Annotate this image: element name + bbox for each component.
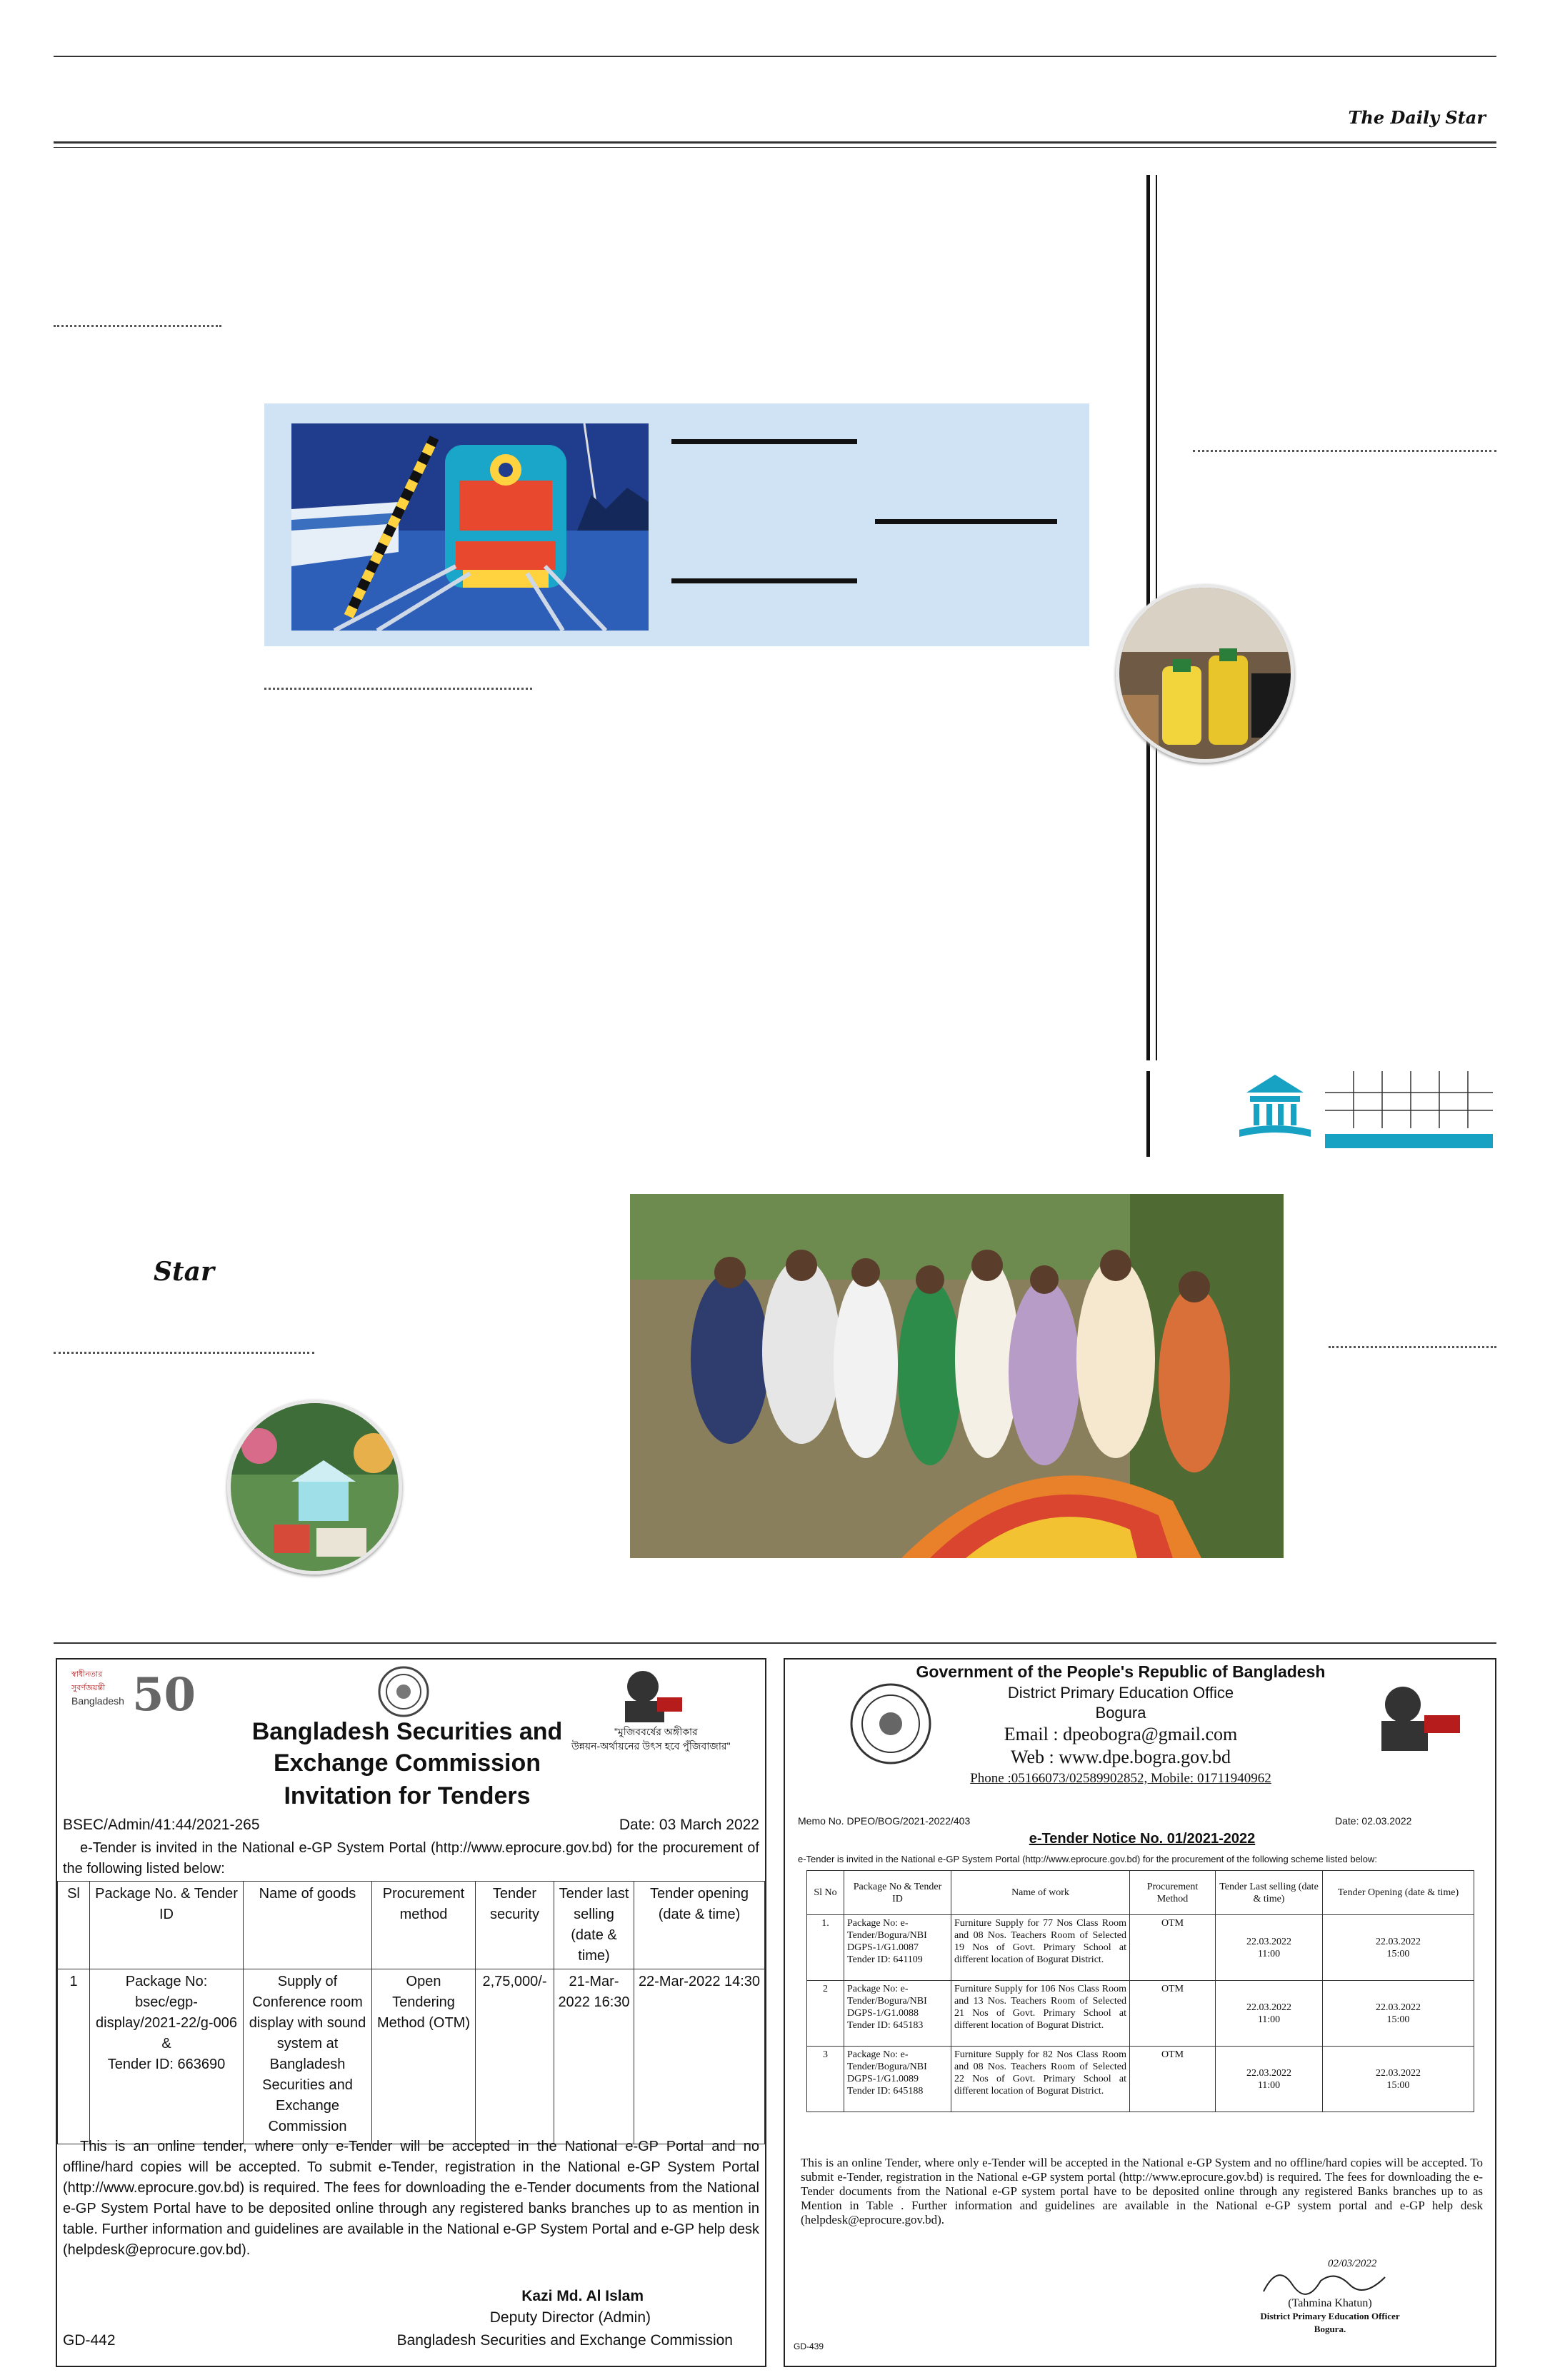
tribute-photo <box>630 1194 1284 1558</box>
table-row <box>58 1969 765 2144</box>
package-line: Package No: e-Tender/Bogura/NBI DGPS-1/G1.0087 <box>847 1918 927 1953</box>
golden-jubilee-logo <box>71 1668 196 1729</box>
office-email: Email : dpeobogra@gmail.com <box>1004 1724 1238 1744</box>
office-name: District Primary Education Office <box>1007 1684 1234 1702</box>
column-header: Tender opening (date & time) <box>634 1882 765 1969</box>
table-row <box>807 1915 1474 1981</box>
ad-date: Date: 03 March 2022 <box>619 1817 759 1833</box>
cell-last-selling <box>1216 1915 1323 1981</box>
column-header: Tender last selling (date & time) <box>554 1882 634 1969</box>
signer-city: Bogura. <box>1314 2324 1346 2334</box>
railway-graphic-box <box>264 403 1089 646</box>
cooking-oil-photo <box>1116 584 1294 763</box>
grid-graphic <box>1325 1071 1493 1150</box>
tender-id: Tender ID: 645188 <box>847 2086 924 2097</box>
table-row <box>807 1981 1474 2047</box>
signer-name: (Tahmina Khatun) <box>1288 2297 1372 2309</box>
mujib-tagline: উন্নয়ন-অর্থায়নের উৎস হবে পুঁজিবাজার" <box>571 1740 731 1752</box>
logo-text: স্বাধীনতার <box>71 1670 103 1679</box>
story-divider <box>264 688 532 690</box>
notice-title: e-Tender Notice No. 01/2021-2022 <box>1029 1831 1256 1847</box>
column-divider <box>54 1352 314 1354</box>
cell-package <box>844 1981 951 2047</box>
column-header: Package No & Tender ID <box>844 1871 951 1915</box>
office-city: Bogura <box>1095 1704 1146 1722</box>
intro-text: e-Tender is invited in the National e-GP System Portal (http://www.eprocure.gov.bd) for the procurement of the following listed below: <box>63 1840 759 1877</box>
table-header-row <box>58 1882 765 1969</box>
cell-work: Furniture Supply for 77 Nos Class Room and 08 Nos. Teachers Room of Selected 19 Nos of Govt. Primary School at different location of Bogurat District. <box>951 1915 1130 1981</box>
signer-name: Kazi Md. Al Islam <box>521 2288 644 2304</box>
package-line: Package No: e-Tender/Bogura/NBI DGPS-1/G1.0088 <box>847 1984 927 2019</box>
cell-work: Furniture Supply for 82 Nos Class Room and 08 Nos. Teachers Room of Selected 22 Nos of Govt. Primary School at different location of Bogurat District. <box>951 2047 1130 2112</box>
mujib-tagline: "মুজিববর্ষের অঙ্গীকার <box>614 1726 698 1737</box>
column-header: Procurement Method <box>1130 1871 1216 1915</box>
column-header: Sl No <box>807 1871 844 1915</box>
right-column-divider <box>1193 450 1496 452</box>
cell-security: 2,75,000/- <box>476 1969 554 2144</box>
cell-package <box>844 2047 951 2112</box>
sell-date: 22.03.2022 <box>1246 2067 1291 2079</box>
signer-org: Bangladesh Securities and Exchange Commission <box>396 2332 733 2349</box>
sell-time: 11:00 <box>1257 1948 1281 1959</box>
signature-date: 02/03/2022 <box>1328 2258 1377 2269</box>
cell-opening <box>1323 1915 1474 1981</box>
cell-opening <box>1323 1981 1474 2047</box>
government-emblem-icon <box>377 1665 430 1718</box>
office-phone: Phone :05166073/02589902852, Mobile: 01711940962 <box>970 1771 1271 1786</box>
right-column-divider <box>1329 1346 1496 1348</box>
education-logo-icon <box>1232 1071 1318 1143</box>
open-date: 22.03.2022 <box>1376 1936 1421 1947</box>
bsec-tender-ad <box>56 1658 766 2367</box>
memo-number: Memo No. DPEO/BOG/2021-2022/403 <box>798 1815 971 1827</box>
org-name: Exchange Commission <box>273 1749 541 1777</box>
logo-text: Bangladesh <box>71 1695 124 1707</box>
table-row <box>807 2047 1474 2112</box>
cell-last-selling <box>1216 1981 1323 2047</box>
sell-time: 11:00 <box>1257 2079 1281 2091</box>
tender-table <box>806 1870 1474 2112</box>
open-date: 22.03.2022 <box>1376 2067 1421 2079</box>
masthead-double-rule <box>54 141 1496 144</box>
open-date: 22.03.2022 <box>1376 2002 1421 2013</box>
cell-last-selling: 21-Mar-2022 16:30 <box>554 1969 634 2144</box>
headline-bar <box>671 439 857 444</box>
intro-text: e-Tender is invited in the National e-GP System Portal (http://www.eprocure.gov.bd) for the procurement of the following scheme listed below: <box>798 1854 1377 1864</box>
cell-method: OTM <box>1130 1981 1216 2047</box>
lower-right-rule <box>1146 1071 1150 1157</box>
ad-body-text: This is an online Tender, where only e-Tender will be accepted in the National e-GP System and no offline/hard copies will be accepted. To submit e-Tender, registration in the National e-GP system portal (http://www.eprocure.gov.bd) is required. The fees for downloading the e-Tender documents from the National e-GP system portal have to be deposited online through any registered Banks branches up to as Mention in Table . Further information and guidelines are available in the National e-GP system portal and e-GP help desk (helpdesk@eprocure.gov.bd). <box>801 2156 1483 2226</box>
dpe-tender-ad <box>784 1658 1496 2367</box>
masthead-logo: The Daily Star <box>1348 107 1486 128</box>
office-web: Web : www.dpe.bogra.gov.bd <box>1011 1747 1231 1767</box>
cell-method: Open Tendering Method (OTM) <box>372 1969 476 2144</box>
gd-number: GD-439 <box>794 2341 824 2351</box>
column-header: Name of goods <box>244 1882 372 1969</box>
package-line: Package No: e-Tender/Bogura/NBI DGPS-1/G1.0089 <box>847 2049 927 2084</box>
star-logo: Star <box>154 1257 214 1287</box>
tender-table <box>57 1881 765 2144</box>
column-header: Tender Opening (date & time) <box>1323 1871 1474 1915</box>
train-illustration <box>291 423 649 631</box>
sell-time: 11:00 <box>1257 2014 1281 2025</box>
fair-photo <box>227 1400 402 1575</box>
column-divider <box>54 325 221 327</box>
cell-sl: 2 <box>807 1981 844 2047</box>
gov-heading: Government of the People's Republic of Bangladesh <box>916 1662 1326 1681</box>
sell-date: 22.03.2022 <box>1246 2002 1291 2013</box>
masthead-double-rule-2 <box>54 147 1496 148</box>
ad-date: Date: 02.03.2022 <box>1335 1815 1412 1827</box>
cell-sl: 1 <box>58 1969 90 2144</box>
column-header: Package No. & Tender ID <box>90 1882 244 1969</box>
open-time: 15:00 <box>1386 2014 1410 2025</box>
org-name: Bangladesh Securities and <box>251 1718 563 1745</box>
column-header: Tender Last selling (date & time) <box>1216 1871 1323 1915</box>
reference-number: BSEC/Admin/41:44/2021-265 <box>63 1817 260 1833</box>
tender-id: Tender ID: 641109 <box>847 1954 923 1965</box>
cell-method: OTM <box>1130 2047 1216 2112</box>
cell-work: Furniture Supply for 106 Nos Class Room and 13 Nos. Teachers Room of Selected 21 Nos of Govt. Primary School at different location of Bogurat District. <box>951 1981 1130 2047</box>
headline-bar <box>875 519 1057 524</box>
headline-bar <box>671 578 857 583</box>
cell-sl: 1. <box>807 1915 844 1981</box>
open-time: 15:00 <box>1386 1948 1410 1959</box>
ad-body-text: This is an online tender, where only e-Tender will be accepted in the National e-GP Portal and no offline/hard copies will be accepted. To submit e-Tender, registration in the National e-GP System Portal (http://www.eprocure.gov.bd) is required. The fees for downloading the e-Tender documents from the National e-GP System Portal have to be deposited online through any registered banks branches up to as mention in table. Further information and guidelines are available in the National e-GP System Portal and e-GP help desk (helpdesk@eprocure.gov.bd). <box>63 2139 759 2258</box>
package-line: Tender ID: 663690 <box>107 2057 226 2072</box>
ad-heading: Invitation for Tenders <box>284 1782 531 1809</box>
portrait-icon <box>618 1665 682 1722</box>
ads-section-rule <box>54 1642 1496 1644</box>
signer-designation: Deputy Director (Admin) <box>489 2309 651 2326</box>
column-header: Procurement method <box>372 1882 476 1969</box>
table-header-row <box>807 1871 1474 1915</box>
fifty-icon: 50 <box>132 1668 196 1722</box>
column-header: Sl <box>58 1882 90 1969</box>
package-line: Package No: bsec/egp-display/2021-22/g-006 <box>96 1974 237 2031</box>
cell-last-selling <box>1216 2047 1323 2112</box>
cell-package <box>90 1969 244 2144</box>
package-line: & <box>161 2036 171 2052</box>
logo-text: সুবর্ণজয়ন্তী <box>71 1684 106 1692</box>
signer-designation: District Primary Education Officer <box>1260 2311 1400 2321</box>
cell-opening: 22-Mar-2022 14:30 <box>634 1969 765 2144</box>
open-time: 15:00 <box>1386 2079 1410 2091</box>
cell-method: OTM <box>1130 1915 1216 1981</box>
cell-opening <box>1323 2047 1474 2112</box>
gd-number: GD-442 <box>63 2332 116 2349</box>
sell-date: 22.03.2022 <box>1246 1936 1291 1947</box>
cell-goods: Supply of Conference room display with sound system at Bangladesh Securities and Exchange Commission <box>244 1969 372 2144</box>
mujib-borsho-logo <box>618 1665 682 1722</box>
tender-id: Tender ID: 645183 <box>847 2020 924 2031</box>
column-header: Tender security <box>476 1882 554 1969</box>
top-rule <box>54 56 1496 57</box>
column-header: Name of work <box>951 1871 1130 1915</box>
cell-sl: 3 <box>807 2047 844 2112</box>
cell-package <box>844 1915 951 1981</box>
